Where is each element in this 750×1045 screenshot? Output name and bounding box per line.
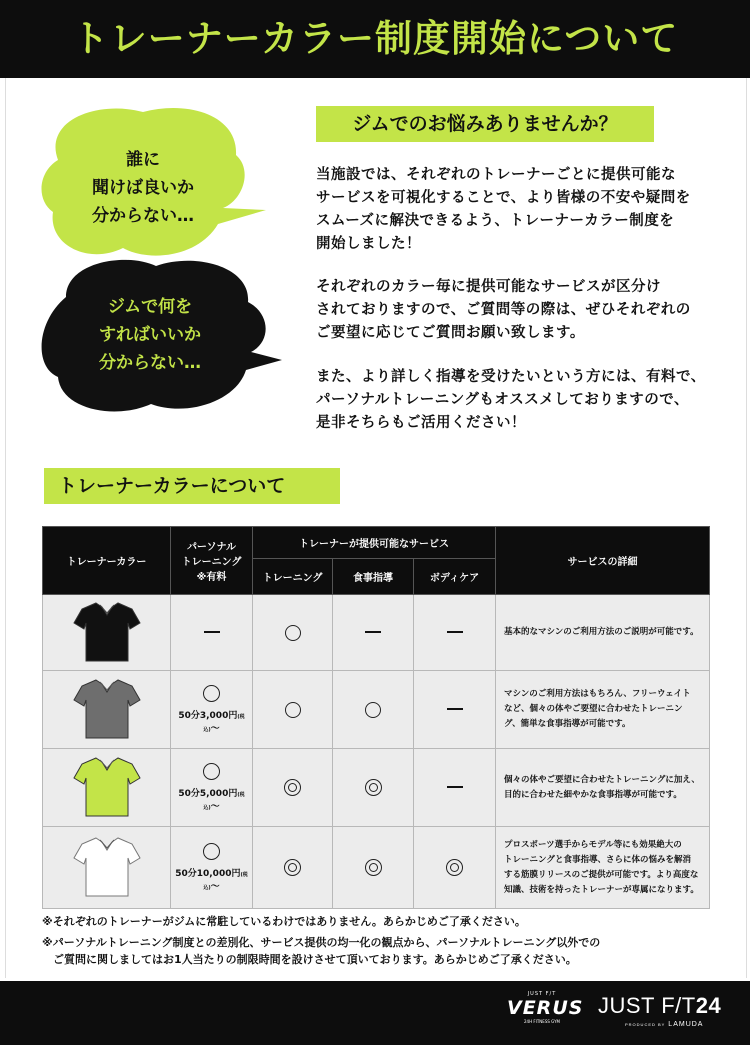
note-1: ※それぞれのトレーナーがジムに常駐しているわけではありません。あらかじめご了承ください。 (42, 915, 526, 928)
price-amount: 50分5,000円 (178, 789, 238, 799)
verus-sub-text: 24H FITNESS GYM (524, 1019, 560, 1024)
header-personal (171, 527, 253, 595)
personal-dash-icon (204, 631, 220, 633)
bodycare-cell (414, 671, 496, 749)
note-2: ※パーソナルトレーニング制度との差別化、サービス提供の均一化の観点から、パーソナルトレーニング以外での ご質問に関しましてはお1人当たりの制限時間を設けさせて頂いております。あらかじめご了承ください。 (42, 936, 601, 966)
personal-price (171, 866, 252, 892)
detail-cell: プロスポーツ選手からモデル等にも効果絶大の トレーニングと食事指導、さらに体の悩みを解消 する筋膜リリースのご提供が可能です。より高度な 知識、技術を持ったトレーナーが専属になります。 (496, 827, 710, 909)
training-cell (253, 595, 333, 671)
training-cell (253, 749, 333, 827)
black-shirt-icon (72, 599, 142, 663)
table-row (43, 671, 710, 749)
justfit-logo (598, 993, 721, 1019)
shirt-cell (43, 749, 171, 827)
header-trainer-color: トレーナーカラー (43, 527, 171, 595)
price-tax: (税込) (203, 792, 245, 811)
shirt-cell (43, 827, 171, 909)
bodycare-cell (414, 595, 496, 671)
meal-circle-icon (365, 702, 381, 718)
training-double-circle-icon (284, 779, 301, 796)
header-details: サービスの詳細 (496, 527, 710, 595)
price-tail: 〜 (210, 882, 220, 892)
header-personal-line1: パーソナル (186, 542, 237, 553)
section-title: トレーナーカラーについて (44, 468, 340, 504)
header-training: トレーニング (253, 559, 333, 595)
meal-cell (333, 595, 414, 671)
green-shirt-icon (72, 754, 142, 818)
training-cell (253, 671, 333, 749)
verus-main-text: VERUS (507, 997, 584, 1019)
personal-cell (171, 827, 253, 909)
lamuda-small-text: PRODUCED BY (625, 1022, 666, 1027)
lamuda-text: LAMUDA (668, 1021, 704, 1028)
bubble-green-text: 誰に 聞けば良いか 分からない… (92, 150, 194, 226)
personal-cell (171, 595, 253, 671)
bodycare-cell (414, 827, 496, 909)
table-row (43, 827, 710, 909)
header-personal-line3: ※有料 (196, 572, 227, 583)
meal-cell (333, 671, 414, 749)
trainer-color-table (42, 526, 710, 909)
notes (42, 913, 722, 968)
table-row (43, 595, 710, 671)
justfit-number: 24 (695, 993, 722, 1018)
intro-paragraph-1: 当施設では、それぞれのトレーナーごとに提供可能な サービスを可視化することで、より皆様の不安や疑問を スムーズに解決できるよう、トレーナーカラー制度を 開始しました！ (316, 167, 691, 252)
header-services: トレーナーが提供可能なサービス (253, 527, 496, 559)
meal-dash-icon (365, 631, 381, 633)
price-amount: 50分3,000円 (178, 711, 238, 721)
table-row (43, 749, 710, 827)
lamuda-logo (625, 1021, 703, 1028)
meal-double-circle-icon (365, 859, 382, 876)
meal-cell (333, 827, 414, 909)
intro-paragraph-2: それぞれのカラー毎に提供可能なサービスが区分け されておりますので、ご質問等の際は、ぜひそれぞれの ご要望に応じてご質問お願い致します。 (316, 279, 691, 341)
white-shirt-icon (72, 834, 142, 898)
price-tail: 〜 (210, 802, 220, 812)
personal-circle-icon (203, 843, 220, 860)
bodycare-dash-icon (447, 708, 463, 710)
meal-double-circle-icon (365, 779, 382, 796)
price-amount: 50分10,000円 (175, 869, 241, 879)
intro-paragraph-3: また、より詳しく指導を受けたいという方には、有料で、 パーソナルトレーニングもオススメしておりますので、 是非そちらもご活用ください！ (316, 369, 706, 431)
header-banner (0, 0, 750, 78)
bodycare-dash-icon (447, 631, 463, 633)
bodycare-double-circle-icon (446, 859, 463, 876)
price-tail: 〜 (210, 724, 220, 734)
header-personal-line2: トレーニング (181, 557, 242, 568)
verus-logo (507, 991, 584, 1024)
gray-shirt-icon (72, 676, 142, 740)
personal-cell (171, 749, 253, 827)
detail-cell: 基本的なマシンのご利用方法のご説明が可能です。 (496, 595, 710, 671)
price-tax: (税込) (203, 872, 248, 891)
justfit-text: JUST F/T (598, 993, 696, 1018)
training-circle-icon (285, 625, 301, 641)
training-circle-icon (285, 702, 301, 718)
detail-cell: 個々の体やご要望に合わせたトレーニングに加え、 目的に合わせた細やかな食事指導が可能です。 (496, 749, 710, 827)
header-meal: 食事指導 (333, 559, 414, 595)
bodycare-cell (414, 749, 496, 827)
header-bodycare: ボディケア (414, 559, 496, 595)
personal-price (171, 786, 252, 812)
bubble-black-text: ジムで何を すればいいか 分からない… (99, 297, 201, 373)
personal-cell (171, 671, 253, 749)
personal-circle-icon (203, 763, 220, 780)
meal-cell (333, 749, 414, 827)
intro-title: ジムでのお悩みありませんか？ (316, 106, 654, 142)
bodycare-dash-icon (447, 786, 463, 788)
shirt-cell (43, 671, 171, 749)
price-tax: (税込) (203, 714, 245, 733)
personal-price (171, 708, 252, 734)
personal-circle-icon (203, 685, 220, 702)
detail-cell: マシンのご利用方法はもちろん、フリーウェイト など、個々の体やご要望に合わせたトレーニン グ、簡単な食事指導が可能です。 (496, 671, 710, 749)
training-cell (253, 827, 333, 909)
footer (0, 981, 750, 1045)
training-double-circle-icon (284, 859, 301, 876)
shirt-cell (43, 595, 171, 671)
verus-small-text: JUST F/T (527, 991, 557, 997)
page-title: トレーナーカラー制度開始について (71, 17, 679, 60)
